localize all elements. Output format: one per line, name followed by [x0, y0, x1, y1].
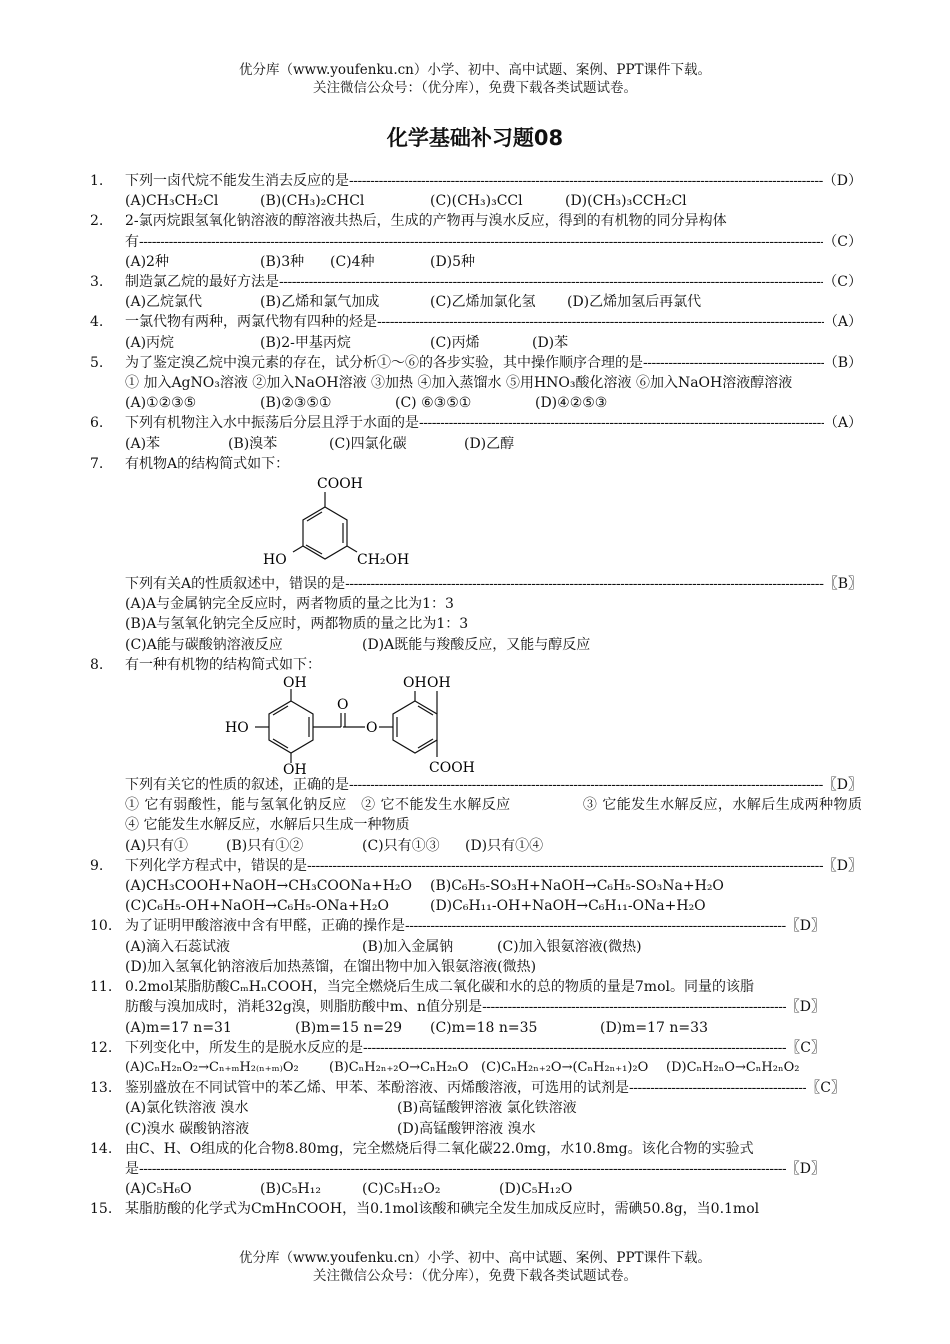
- question-stem: 制造氯乙烷的最好方法是: [125, 274, 279, 291]
- footer-line-1: 优分库（www.youfenku.cn）小学、初中、高中试题、案例、PPT课件下载。: [238, 1250, 712, 1266]
- option-a: (A)2种: [125, 253, 169, 270]
- answer: 〖C〗: [786, 1039, 825, 1056]
- question-stem: 下列变化中，所发生的是脱水反应的是: [125, 1039, 363, 1056]
- label-cooh: COOH: [317, 476, 363, 493]
- option-a: (A)A与金属钠完全反应时，两者物质的量之比为1：3: [125, 596, 454, 613]
- options: [125, 434, 862, 454]
- question-15: [90, 1199, 862, 1219]
- option-c: (C)只有①③: [362, 837, 440, 854]
- statement-list: ① 它有弱酸性，能与氢氧化钠反应 ② 它不能发生水解反应 ③ 它能发生水解反应，水解后生成两种物质 ④ 它能发生水解反应，水解后只生成一种物质: [125, 797, 890, 834]
- option-b: (B)②③⑤①: [260, 395, 332, 412]
- option-a: (A)CH₃CH₂Cl: [125, 193, 219, 210]
- molecule-ester-structure: [125, 675, 862, 775]
- option-d: (D)(CH₃)₃CCH₂Cl: [565, 193, 687, 210]
- question-4: [90, 312, 862, 352]
- option-a: (A)苯: [125, 435, 161, 452]
- question-3: [90, 272, 862, 312]
- option-d: (D)④②⑤③: [535, 395, 608, 412]
- question-5: [90, 353, 862, 414]
- question-number: 5.: [90, 354, 104, 371]
- answer: 〖D〗: [785, 918, 825, 935]
- question-number: 2.: [90, 213, 104, 230]
- option-d: (D)苯: [532, 334, 569, 351]
- option-d: (D)只有①④: [465, 837, 544, 854]
- option-c: (C)丙烯: [430, 334, 480, 351]
- question-number: 6.: [90, 415, 104, 432]
- option-d: (D)乙烯加氢后再氯代: [567, 294, 702, 311]
- options: [125, 937, 862, 957]
- label-cooh: COOH: [429, 760, 475, 776]
- procedure-steps: ① 加入AgNO₃溶液 ②加入NaOH溶液 ③加热 ④加入蒸馏水 ⑤用HNO₃酸化溶液 ⑥加入NaOH溶液醇溶液: [125, 375, 793, 392]
- question-stem: 下列有机物注入水中振荡后分层且浮于水面的是: [125, 415, 419, 432]
- header-line-2: 关注微信公众号：（优分库），免费下载各类试题试卷。: [313, 80, 637, 96]
- question-number: 4.: [90, 314, 104, 331]
- question-13: [90, 1078, 862, 1139]
- option-c: (C) ⑥③⑤①: [395, 395, 472, 412]
- answer: （A）: [823, 314, 862, 331]
- option-d: (D)C₅H₁₂O: [499, 1181, 573, 1198]
- options: [125, 191, 862, 211]
- option-a: (A)只有①: [125, 837, 189, 854]
- label-oh-bottom: OH: [283, 762, 307, 776]
- option-a: (A)氯化铁溶液 溴水: [125, 1100, 249, 1117]
- question-number: 11.: [90, 979, 113, 996]
- question-6: [90, 413, 862, 453]
- answer: 〖D〗: [785, 999, 825, 1016]
- question-list: [90, 171, 890, 1220]
- option-a: (A)CH₃COOH+NaOH→CH₃COONa+H₂O: [125, 878, 413, 895]
- question-14: [90, 1139, 862, 1200]
- answer: （C）: [823, 233, 862, 250]
- option-c: (C)m=18 n=35: [430, 1019, 538, 1036]
- options: [125, 1018, 862, 1038]
- option-d: (D)CₙH₂ₙO→CₙH₂ₙO₂: [666, 1059, 800, 1075]
- answer: 〖D〗: [785, 1160, 825, 1177]
- label-ho-left: HO: [225, 720, 249, 737]
- options: [125, 1119, 862, 1139]
- answer: （B）: [823, 354, 862, 371]
- label-oh-1: OH: [403, 675, 427, 692]
- option-c: (C)溴水 碳酸钠溶液: [125, 1120, 250, 1137]
- question-9: [90, 856, 862, 917]
- option-a: (A)C₅H₆O: [125, 1181, 192, 1198]
- label-ch2oh: CH₂OH: [357, 552, 410, 569]
- answer: 〖D〗: [822, 857, 862, 874]
- label-carbonyl-o: O: [337, 697, 349, 714]
- option-c: (C)乙烯加氯化氢: [430, 294, 536, 311]
- question-10: [90, 916, 862, 977]
- options: [125, 1098, 862, 1118]
- answer: 〖C〗: [806, 1080, 845, 1097]
- option-b: (B)加入金属钠: [362, 938, 454, 955]
- question-substem: 下列有关A的性质叙述中，错误的是: [125, 576, 346, 593]
- option-d: (D)乙醇: [464, 435, 515, 452]
- option-c: (C)C₅H₁₂O₂: [362, 1181, 441, 1198]
- option-b: (B)m=15 n=29: [295, 1019, 403, 1036]
- question-stem-cont: 是: [125, 1160, 139, 1177]
- question-2: [90, 211, 862, 272]
- header-line-1: 优分库（www.youfenku.cn）小学、初中、高中试题、案例、PPT课件下载。: [238, 62, 712, 78]
- question-number: 3.: [90, 274, 104, 291]
- option-b: (B)C₆H₅-SO₃H+NaOH→C₆H₅-SO₃Na+H₂O: [430, 878, 724, 895]
- question-12: [90, 1038, 862, 1078]
- answer: （D）: [822, 173, 862, 189]
- question-stem-cont: 肪酸与溴加成时，消耗32g溴，则脂肪酸中m、n值分别是: [125, 999, 483, 1016]
- options: [125, 635, 862, 655]
- question-number: 15.: [90, 1201, 113, 1218]
- question-stem: 鉴别盛放在不同试管中的苯乙烯、甲苯、苯酚溶液、丙烯酸溶液，可选用的试剂是: [125, 1080, 629, 1097]
- question-number: 9.: [90, 857, 104, 874]
- option-c: (C)加入银氨溶液(微热): [497, 938, 642, 955]
- question-stem: 0.2mol某脂肪酸CₘHₙCOOH，当完全燃烧后生成二氧化碳和水的总的物质的量是7mol。同量的该脂: [125, 979, 754, 996]
- question-1: [90, 171, 862, 211]
- options: [125, 836, 862, 856]
- option-c: (C)4种: [330, 253, 375, 270]
- question-number: 12.: [90, 1039, 113, 1056]
- label-oh-2: OH: [427, 675, 451, 692]
- question-11: [90, 977, 862, 1038]
- options: [125, 333, 862, 353]
- option-b: (B)2-甲基丙烷: [260, 334, 351, 351]
- answer: （C）: [823, 274, 862, 291]
- option-b: (B)只有①②: [226, 837, 304, 854]
- question-stem: 有一种有机物的结构简式如下：: [125, 656, 321, 673]
- question-stem: 由C、H、O组成的化合物8.80mg，完全燃烧后得二氧化碳22.0mg，水10.8mg。该化合物的实验式: [125, 1140, 754, 1157]
- option-a: (A)m=17 n=31: [125, 1019, 232, 1036]
- option-b: (B)3种: [260, 253, 305, 270]
- option-c: (C)CₙH₂ₙ₊₂O→(CₙH₂ₙ₊₁)₂O: [481, 1059, 649, 1075]
- molecule-a-structure: [125, 474, 862, 574]
- question-7: [90, 454, 862, 655]
- label-ho: HO: [263, 552, 287, 569]
- option-a: (A)丙烷: [125, 334, 175, 351]
- answer: 〖D〗: [822, 777, 862, 794]
- header: [0, 61, 950, 97]
- option-c: (C)C₆H₅-OH+NaOH→C₆H₅-ONa+H₂O: [125, 898, 389, 915]
- option-c: (C)四氯化碳: [329, 435, 407, 452]
- options: [125, 393, 862, 413]
- option-c: (C)A能与碳酸钠溶液反应: [125, 636, 283, 653]
- option-c: (C)(CH₃)₃CCl: [430, 193, 523, 210]
- question-substem: 下列有关它的性质的叙述，正确的是: [125, 777, 349, 794]
- question-stem-cont: 有: [125, 233, 139, 250]
- option-d: (D)m=17 n=33: [600, 1019, 708, 1036]
- option-b: (B)A与氢氧化钠完全反应时，两都物质的量之比为1：3: [125, 616, 469, 633]
- question-stem: 为了鉴定溴乙烷中溴元素的存在，试分析①～⑥的各步实验，其中操作顺序合理的是: [125, 354, 643, 371]
- question-stem: 某脂肪酸的化学式为CmHnCOOH，当0.1mol该酸和碘完全发生加成反应时，需碘50.8g，当0.1mol: [125, 1201, 760, 1218]
- question-stem: 2-氯丙烷跟氢氧化钠溶液的醇溶液共热后，生成的产物再与溴水反应，得到的有机物的同分异构体: [125, 213, 727, 230]
- options: [125, 876, 862, 896]
- option-a: (A)滴入石蕊试液: [125, 938, 231, 955]
- options: [125, 252, 862, 272]
- question-stem: 为了证明甲酸溶液中含有甲醛，正确的操作是: [125, 918, 405, 935]
- option-b: (B)高锰酸钾溶液 氯化铁溶液: [397, 1100, 577, 1117]
- answer: （A）: [823, 415, 862, 432]
- option-b: (B)CₙH₂ₙ₊₂O→CₙH₂ₙO: [329, 1059, 469, 1075]
- options: [125, 1179, 862, 1199]
- question-number: 13.: [90, 1080, 113, 1097]
- question-stem: 下列化学方程式中，错误的是: [125, 857, 307, 874]
- footer: [0, 1249, 950, 1285]
- question-8: [90, 655, 890, 856]
- option-a: (A)乙烷氯代: [125, 294, 203, 311]
- label-ester-o: O: [366, 720, 378, 737]
- question-number: 14.: [90, 1140, 113, 1157]
- footer-line-2: 关注微信公众号：（优分库），免费下载各类试题试卷。: [313, 1268, 637, 1284]
- page-title: 化学基础补习题08: [386, 126, 564, 150]
- label-oh-top: OH: [283, 675, 307, 692]
- option-b: (B)溴苯: [228, 435, 278, 452]
- question-number: 10.: [90, 918, 113, 935]
- question-number: 1.: [90, 173, 104, 189]
- option-d: (D)C₆H₁₁-OH+NaOH→C₆H₁₁-ONa+H₂O: [430, 898, 706, 915]
- question-number: 7.: [90, 455, 104, 472]
- options: [125, 1058, 862, 1078]
- option-d: (D)5种: [430, 253, 476, 270]
- option-a: (A)①②③⑤: [125, 395, 197, 412]
- option-d: (D)加入氢氧化钠溶液后加热蒸馏，在馏出物中加入银氨溶液(微热): [125, 958, 537, 975]
- option-b: (B)乙烯和氯气加成: [260, 294, 380, 311]
- option-b: (B)(CH₃)₂CHCl: [260, 193, 365, 210]
- option-a: (A)CₙH₂ₙO₂→Cₙ₊ₘH₂₍ₙ₊ₘ₎O₂: [125, 1059, 299, 1075]
- option-d: (D)A既能与羧酸反应，又能与醇反应: [362, 636, 591, 653]
- answer: 〖B〗: [823, 576, 862, 593]
- question-stem: 下列一卤代烷不能发生消去反应的是: [125, 173, 349, 189]
- question-number: 8.: [90, 656, 104, 673]
- option-d: (D)高锰酸钾溶液 溴水: [397, 1120, 536, 1137]
- options: [125, 292, 862, 312]
- options: [125, 896, 862, 916]
- question-stem: 一氯代物有两种，两氯代物有四种的烃是: [125, 314, 377, 331]
- option-b: (B)C₅H₁₂: [260, 1181, 321, 1198]
- question-stem: 有机物A的结构简式如下：: [125, 455, 290, 472]
